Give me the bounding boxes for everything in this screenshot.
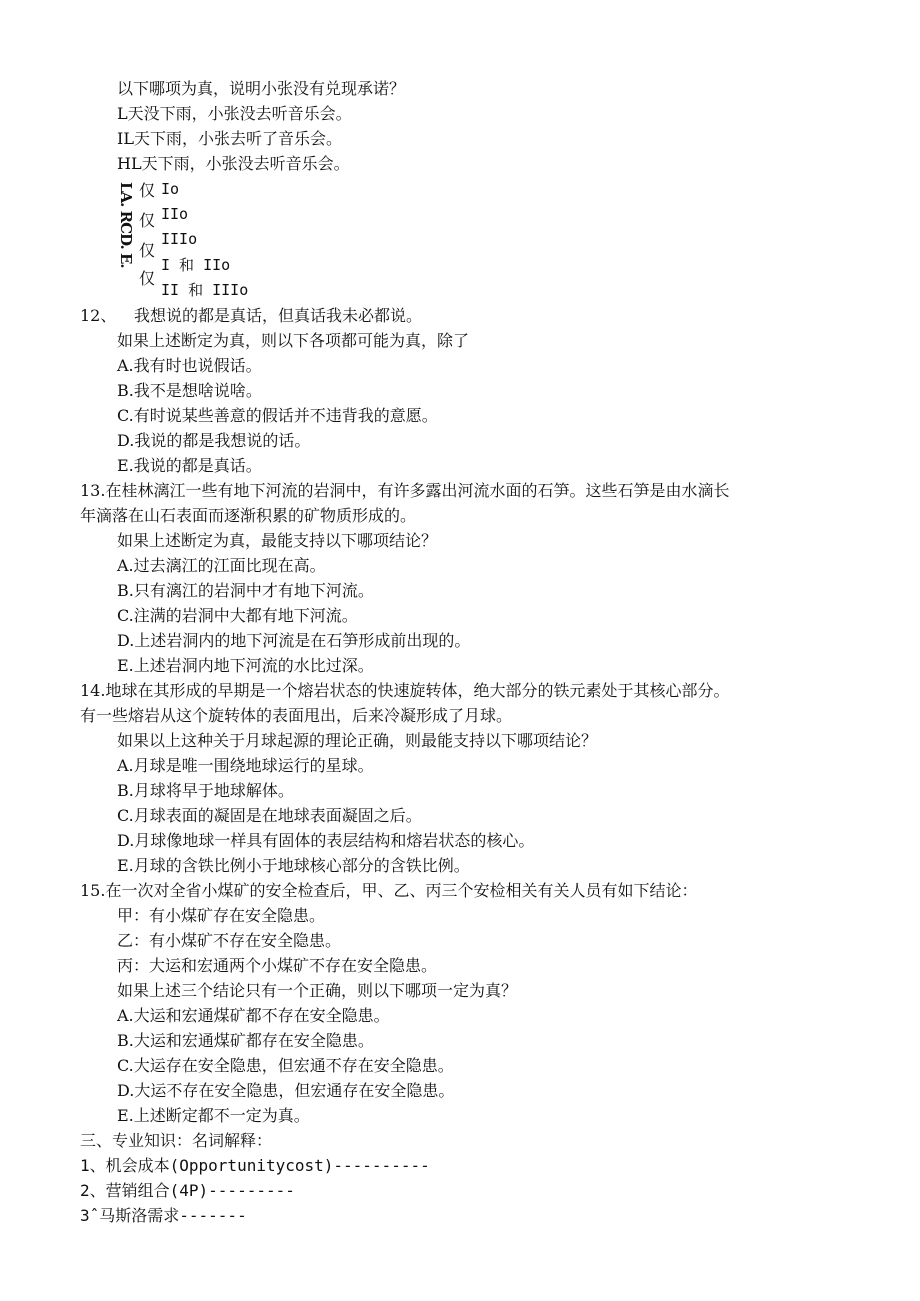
q14-prompt: 如果以上这种关于月球起源的理论正确，则最能支持以下哪项结论？ xyxy=(117,731,598,750)
q14-option-c: C.月球表面的凝固是在地球表面凝固之后。 xyxy=(117,806,422,825)
q13-option-d: D.上述岩洞内的地下河流是在石笋形成前出现的。 xyxy=(117,631,471,650)
q14-option-d: D.月球像地球一样具有固体的表层结构和熔岩状态的核心。 xyxy=(117,831,535,850)
q11-option-body-b: IIo xyxy=(161,205,189,223)
q14-option-e: E.月球的含铁比例小于地球核心部分的含铁比例。 xyxy=(117,856,470,875)
q11-option-body-a: Io xyxy=(161,180,180,198)
q15-statement-yi: 乙：有小煤矿不存在安全隐患。 xyxy=(117,931,342,950)
q11-statement-2: IL天下雨，小张去听了音乐会。 xyxy=(117,129,342,148)
q13-text-line-1: 13.在桂林漓江一些有地下河流的岩洞中，有许多露出河流水面的石笋。这些石笋是由水滴长 xyxy=(80,481,730,500)
q13-option-a: A.过去漓江的江面比现在高。 xyxy=(117,556,326,575)
q15-statement-bing: 丙：大运和宏通两个小煤矿不存在安全隐患。 xyxy=(117,956,438,975)
q12-option-a: A.我有时也说假话。 xyxy=(117,356,262,375)
q15-option-a: A.大运和宏通煤矿都不存在安全隐患。 xyxy=(117,1006,390,1025)
q12-option-e: E.我说的都是真话。 xyxy=(117,456,262,475)
q13-option-e: E.上述岩洞内地下河流的水比过深。 xyxy=(117,656,374,675)
q11-option-body-d: I 和 IIo xyxy=(161,256,231,274)
section3-heading: 三、专业知识：名词解释： xyxy=(80,1131,273,1150)
q11-option-letters-vertical: LA. RCD. E. xyxy=(117,182,135,268)
q15-option-d: D.大运不存在安全隐患，但宏通存在安全隐患。 xyxy=(117,1081,455,1100)
q15-prompt: 如果上述三个结论只有一个正确，则以下哪项一定为真？ xyxy=(117,981,518,1000)
q15-text-line-1: 15.在一次对全省小煤矿的安全检查后，甲、乙、丙三个安检相关有关人员有如下结论： xyxy=(80,881,698,900)
q15-option-e: E.上述断定都不一定为真。 xyxy=(117,1106,310,1125)
q14-option-b: B.月球将早于地球解体。 xyxy=(117,781,294,800)
q12-number: 12、 xyxy=(80,306,117,325)
q12-prompt: 如果上述断定为真，则以下各项都可能为真，除了 xyxy=(117,331,470,350)
q11-question: 以下哪项为真，说明小张没有兑现承诺？ xyxy=(117,79,406,98)
q15-option-c: C.大运存在安全隐患，但宏通不存在安全隐患。 xyxy=(117,1056,454,1075)
section3-item-2: 2、营销组合(4P)--------- xyxy=(80,1181,295,1200)
q11-option-body-c: IIIo xyxy=(161,230,198,248)
q11-statement-3: HL天下雨，小张没去听音乐会。 xyxy=(117,154,350,173)
q14-option-a: A.月球是唯一围绕地球运行的星球。 xyxy=(117,756,374,775)
q12-option-b: B.我不是想啥说啥。 xyxy=(117,381,262,400)
q13-option-b: B.只有漓江的岩洞中才有地下河流。 xyxy=(117,581,374,600)
q12-option-c: C.有时说某些善意的假话并不违背我的意愿。 xyxy=(117,406,438,425)
q11-option-body-e: II 和 IIIo xyxy=(161,281,249,299)
q12-text: 我想说的都是真话，但真话我未必都说。 xyxy=(134,306,423,325)
q14-text-line-1: 14.地球在其形成的早期是一个熔岩状态的快速旋转体，绝大部分的铁元素处于其核心部分。 xyxy=(80,681,730,700)
section3-item-3: 3ˆ马斯洛需求------- xyxy=(80,1206,247,1225)
q14-text-line-2: 有一些熔岩从这个旋转体的表面甩出，后来冷凝形成了月球。 xyxy=(80,706,513,725)
section3-item-1: 1、机会成本(Opportunitycost)---------- xyxy=(80,1156,430,1175)
q11-option-prefix-4: 仅 xyxy=(139,269,156,288)
q13-prompt: 如果上述断定为真，最能支持以下哪项结论？ xyxy=(117,531,438,550)
q15-option-b: B.大运和宏通煤矿都存在安全隐患。 xyxy=(117,1031,374,1050)
q11-option-prefix-2: 仅 xyxy=(139,211,156,230)
q11-statement-1: L天没下雨，小张没去听音乐会。 xyxy=(117,104,352,123)
q12-option-d: D.我说的都是我想说的话。 xyxy=(117,431,311,450)
q15-statement-jia: 甲：有小煤矿存在安全隐患。 xyxy=(117,906,326,925)
q11-option-prefix-3: 仅 xyxy=(139,241,156,260)
q13-text-line-2: 年滴落在山石表面而逐渐积累的矿物质形成的。 xyxy=(80,506,417,525)
q11-option-prefix-1: 仅 xyxy=(139,181,156,200)
q13-option-c: C.注满的岩洞中大都有地下河流。 xyxy=(117,606,358,625)
